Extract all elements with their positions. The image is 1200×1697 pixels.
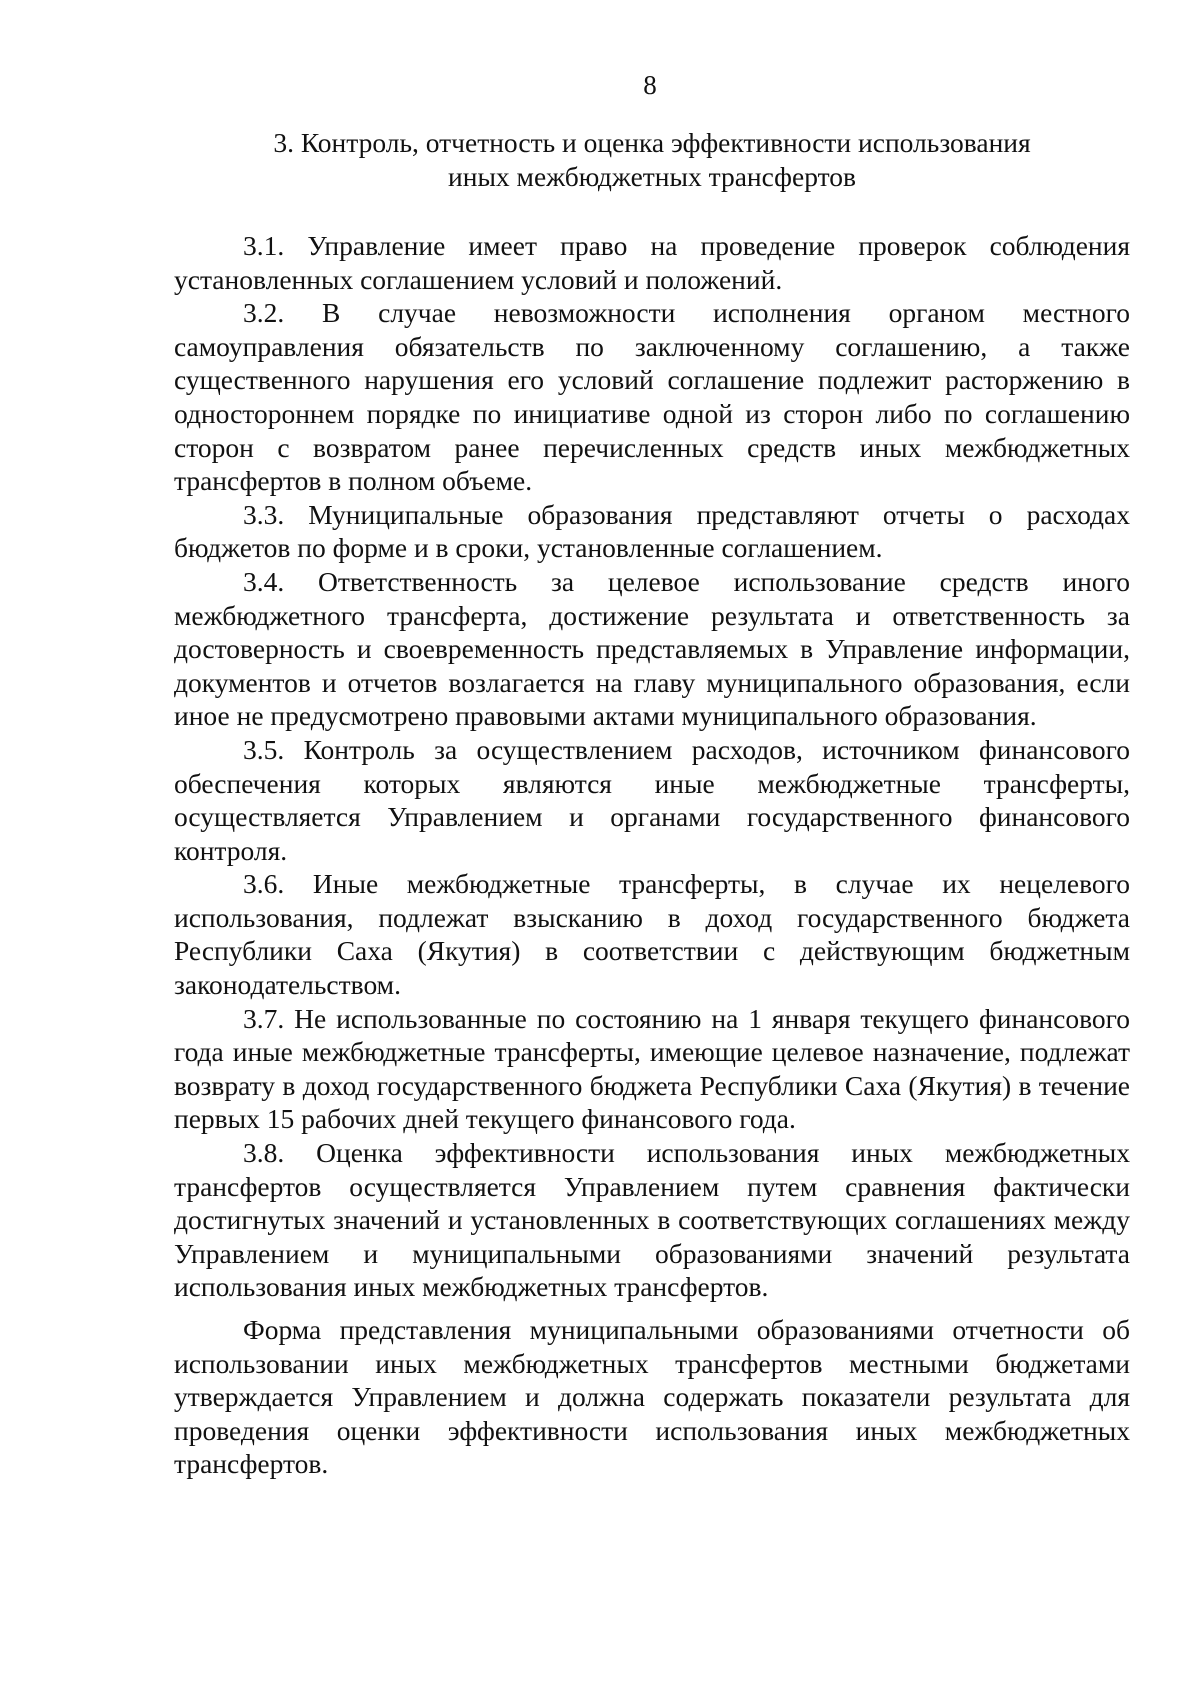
paragraph-report-form: Форма представления муниципальными образованиями отчетности об использовании иных межбюджетных трансфертов местными бюджетами утверждается Управлением и должна содержать показатели результата для проведения оценки эффективности использования иных межбюджетных трансфертов. <box>174 1314 1130 1480</box>
body-text <box>174 229 1130 1481</box>
paragraph-3-8: 3.8. Оценка эффективности использования иных межбюджетных трансфертов осуществляется Управлением путем сравнения фактически достигнутых значений и установленных в соответствующих соглашениях между Управлением и муниципальными образованиями значений результата использования иных межбюджетных трансфертов. <box>174 1137 1130 1303</box>
paragraph-3-2: 3.2. В случае невозможности исполнения органом местного самоуправления обязательств по заключенному соглашению, а также существенного нарушения его условий соглашение подлежит расторжению в одностороннем порядке по инициативе одной из сторон либо по соглашению сторон с возвратом ранее перечисленных средств иных межбюджетных трансфертов в полном объеме. <box>174 297 1130 497</box>
paragraph-3-5: 3.5. Контроль за осуществлением расходов, источником финансового обеспечения которых являются иные межбюджетные трансферты, осуществляется Управлением и органами государственного финансового контроля. <box>174 733 1130 866</box>
paragraph-3-3: 3.3. Муниципальные образования представляют отчеты о расходах бюджетов по форме и в сроки, установленные соглашением. <box>174 498 1130 564</box>
section-title <box>174 126 1130 194</box>
section-title-line-2: иных межбюджетных трансфертов <box>448 161 856 192</box>
paragraph-3-1: 3.1. Управление имеет право на проведение проверок соблюдения установленных соглашением условий и положений. <box>174 230 1130 295</box>
page-number: 8 <box>643 70 657 100</box>
paragraph-3-7: 3.7. Не использованные по состоянию на 1 января текущего финансового года иные межбюджетные трансферты, имеющие целевое назначение, подлежат возврату в доход государственного бюджета Республики Саха (Якутия) в течение первых 15 рабочих дней текущего финансового года. <box>174 1002 1130 1135</box>
paragraph-3-6: 3.6. Иные межбюджетные трансферты, в случае их нецелевого использования, подлежат взысканию в доход государственного бюджета Республики Саха (Якутия) в соответствии с действующим бюджетным законодательством. <box>174 868 1130 1001</box>
paragraph-3-4: 3.4. Ответственность за целевое использование средств иного межбюджетного трансферта, достижение результата и ответственность за достоверность и своевременность представляемых в Управление информации, документов и отчетов возлагается на главу муниципального образования, если иное не предусмотрено правовыми актами муниципального образования. <box>174 565 1130 732</box>
section-title-line-1: 3. Контроль, отчетность и оценка эффективности использования <box>273 127 1031 158</box>
